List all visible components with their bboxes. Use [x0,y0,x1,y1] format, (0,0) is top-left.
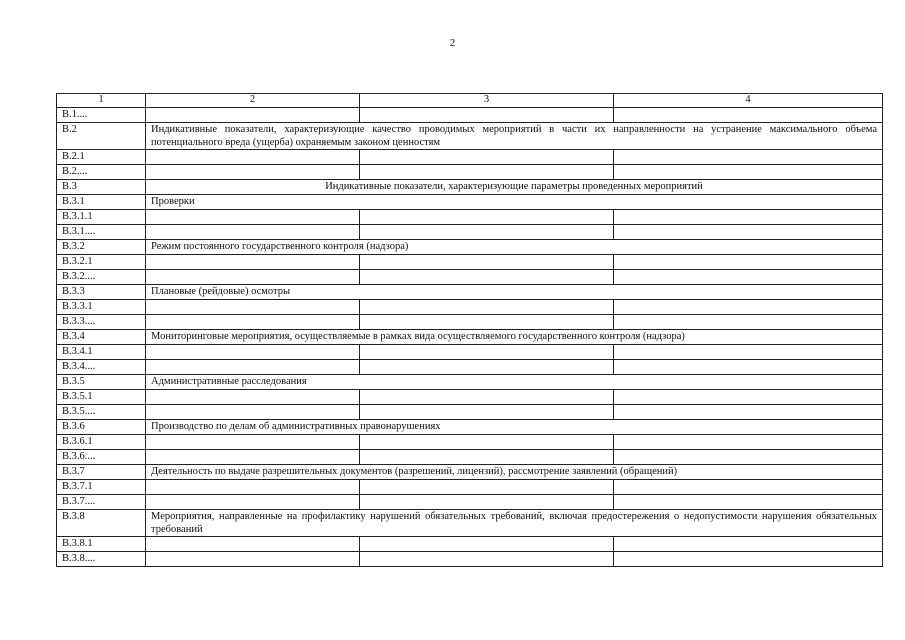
empty-cell [614,300,883,315]
empty-cell [146,435,360,450]
row-code: В.1.... [57,108,146,123]
table-row [57,150,883,165]
table-row [57,450,883,465]
empty-cell [614,435,883,450]
row-code: В.3.1.... [57,225,146,240]
row-code: В.3.3.... [57,315,146,330]
indicator-description: Мероприятия, направленные на профилактику нарушений обязательных требований, включая предостережения о недопустимости нарушения обязательных требований [146,510,883,537]
table-row [57,420,883,435]
row-code: В.3.4 [57,330,146,345]
page-number: 2 [449,37,456,49]
indicator-description: Производство по делам об административных правонарушениях [146,420,883,435]
empty-cell [146,405,360,420]
empty-cell [360,495,614,510]
empty-cell [614,210,883,225]
column-header-3: 3 [360,94,614,108]
table-row [57,465,883,480]
empty-cell [614,150,883,165]
row-code: В.3.2 [57,240,146,255]
table-row [57,180,883,195]
row-code: В.3.8 [57,510,146,537]
indicator-description: Проверки [146,195,883,210]
empty-cell [360,300,614,315]
row-code: В.3.3 [57,285,146,300]
table-row [57,480,883,495]
table-row [57,510,883,537]
row-code: В.3.7.1 [57,480,146,495]
empty-cell [146,225,360,240]
table-body [57,108,883,567]
table-row [57,225,883,240]
empty-cell [360,345,614,360]
empty-cell [146,300,360,315]
empty-cell [614,537,883,552]
empty-cell [360,150,614,165]
row-code: В.3.5.... [57,405,146,420]
table-row [57,210,883,225]
empty-cell [360,108,614,123]
empty-cell [614,495,883,510]
table-row [57,270,883,285]
section-heading: Индикативные показатели, характеризующие параметры проведенных мероприятий [146,180,883,195]
indicator-description: Мониторинговые мероприятия, осуществляемые в рамках вида осуществляемого государственного контроля (надзора) [146,330,883,345]
table-row [57,405,883,420]
empty-cell [146,150,360,165]
empty-cell [360,552,614,567]
empty-cell [146,360,360,375]
table-row [57,315,883,330]
table-row [57,255,883,270]
empty-cell [146,480,360,495]
column-header-4: 4 [614,94,883,108]
row-code: В.3 [57,180,146,195]
row-code: В.3.6.... [57,450,146,465]
empty-cell [146,315,360,330]
empty-cell [360,405,614,420]
empty-cell [146,390,360,405]
row-code: В.3.5.1 [57,390,146,405]
indicator-description: Деятельность по выдаче разрешительных документов (разрешений, лицензий), рассмотрение заявлений (обращений) [146,465,883,480]
empty-cell [360,255,614,270]
empty-cell [360,360,614,375]
column-header-2: 2 [146,94,360,108]
table-row [57,435,883,450]
row-code: В.3.2.1 [57,255,146,270]
indicator-description: Режим постоянного государственного контроля (надзора) [146,240,883,255]
indicator-description: Индикативные показатели, характеризующие качество проводимых мероприятий в части их направленности на устранение максимального объема потенциального вреда (ущерба) охраняемым законом ценностям [146,123,883,150]
empty-cell [614,450,883,465]
indicators-table [56,93,883,567]
table-row [57,537,883,552]
table-row [57,285,883,300]
empty-cell [614,360,883,375]
table-row [57,345,883,360]
row-code: В.2 [57,123,146,150]
table-row [57,375,883,390]
empty-cell [146,165,360,180]
row-code: В.3.6.1 [57,435,146,450]
empty-cell [146,210,360,225]
row-code: В.3.3.1 [57,300,146,315]
empty-cell [614,165,883,180]
row-code: В.3.5 [57,375,146,390]
empty-cell [614,315,883,330]
row-code: В.3.8.... [57,552,146,567]
empty-cell [614,108,883,123]
row-code: В.3.8.1 [57,537,146,552]
empty-cell [360,450,614,465]
row-code: В.3.4.1 [57,345,146,360]
empty-cell [614,270,883,285]
row-code: В.3.2.... [57,270,146,285]
table-row [57,495,883,510]
table-row [57,165,883,180]
empty-cell [146,108,360,123]
table-row [57,240,883,255]
empty-cell [360,537,614,552]
row-code: В.3.1 [57,195,146,210]
empty-cell [360,225,614,240]
row-code: В.3.7 [57,465,146,480]
empty-cell [614,480,883,495]
empty-cell [614,345,883,360]
empty-cell [146,450,360,465]
table-row [57,330,883,345]
table-row [57,123,883,150]
table-row [57,390,883,405]
empty-cell [360,210,614,225]
indicator-description: Плановые (рейдовые) осмотры [146,285,883,300]
table-row [57,552,883,567]
empty-cell [146,270,360,285]
empty-cell [146,552,360,567]
empty-cell [360,435,614,450]
row-code: В.3.1.1 [57,210,146,225]
empty-cell [614,255,883,270]
empty-cell [614,552,883,567]
row-code: В.3.6 [57,420,146,435]
column-header-1: 1 [57,94,146,108]
indicator-description: Административные расследования [146,375,883,390]
row-code: В.3.7.... [57,495,146,510]
empty-cell [146,537,360,552]
empty-cell [614,225,883,240]
empty-cell [360,165,614,180]
row-code: В.2.1 [57,150,146,165]
empty-cell [614,405,883,420]
table-row [57,195,883,210]
empty-cell [360,480,614,495]
empty-cell [146,345,360,360]
empty-cell [146,495,360,510]
table-row [57,360,883,375]
table-row [57,300,883,315]
empty-cell [360,390,614,405]
table-header-row [57,94,883,108]
empty-cell [360,315,614,330]
row-code: В.3.4.... [57,360,146,375]
empty-cell [360,270,614,285]
empty-cell [614,390,883,405]
empty-cell [146,255,360,270]
row-code: В.2.... [57,165,146,180]
table-row [57,108,883,123]
